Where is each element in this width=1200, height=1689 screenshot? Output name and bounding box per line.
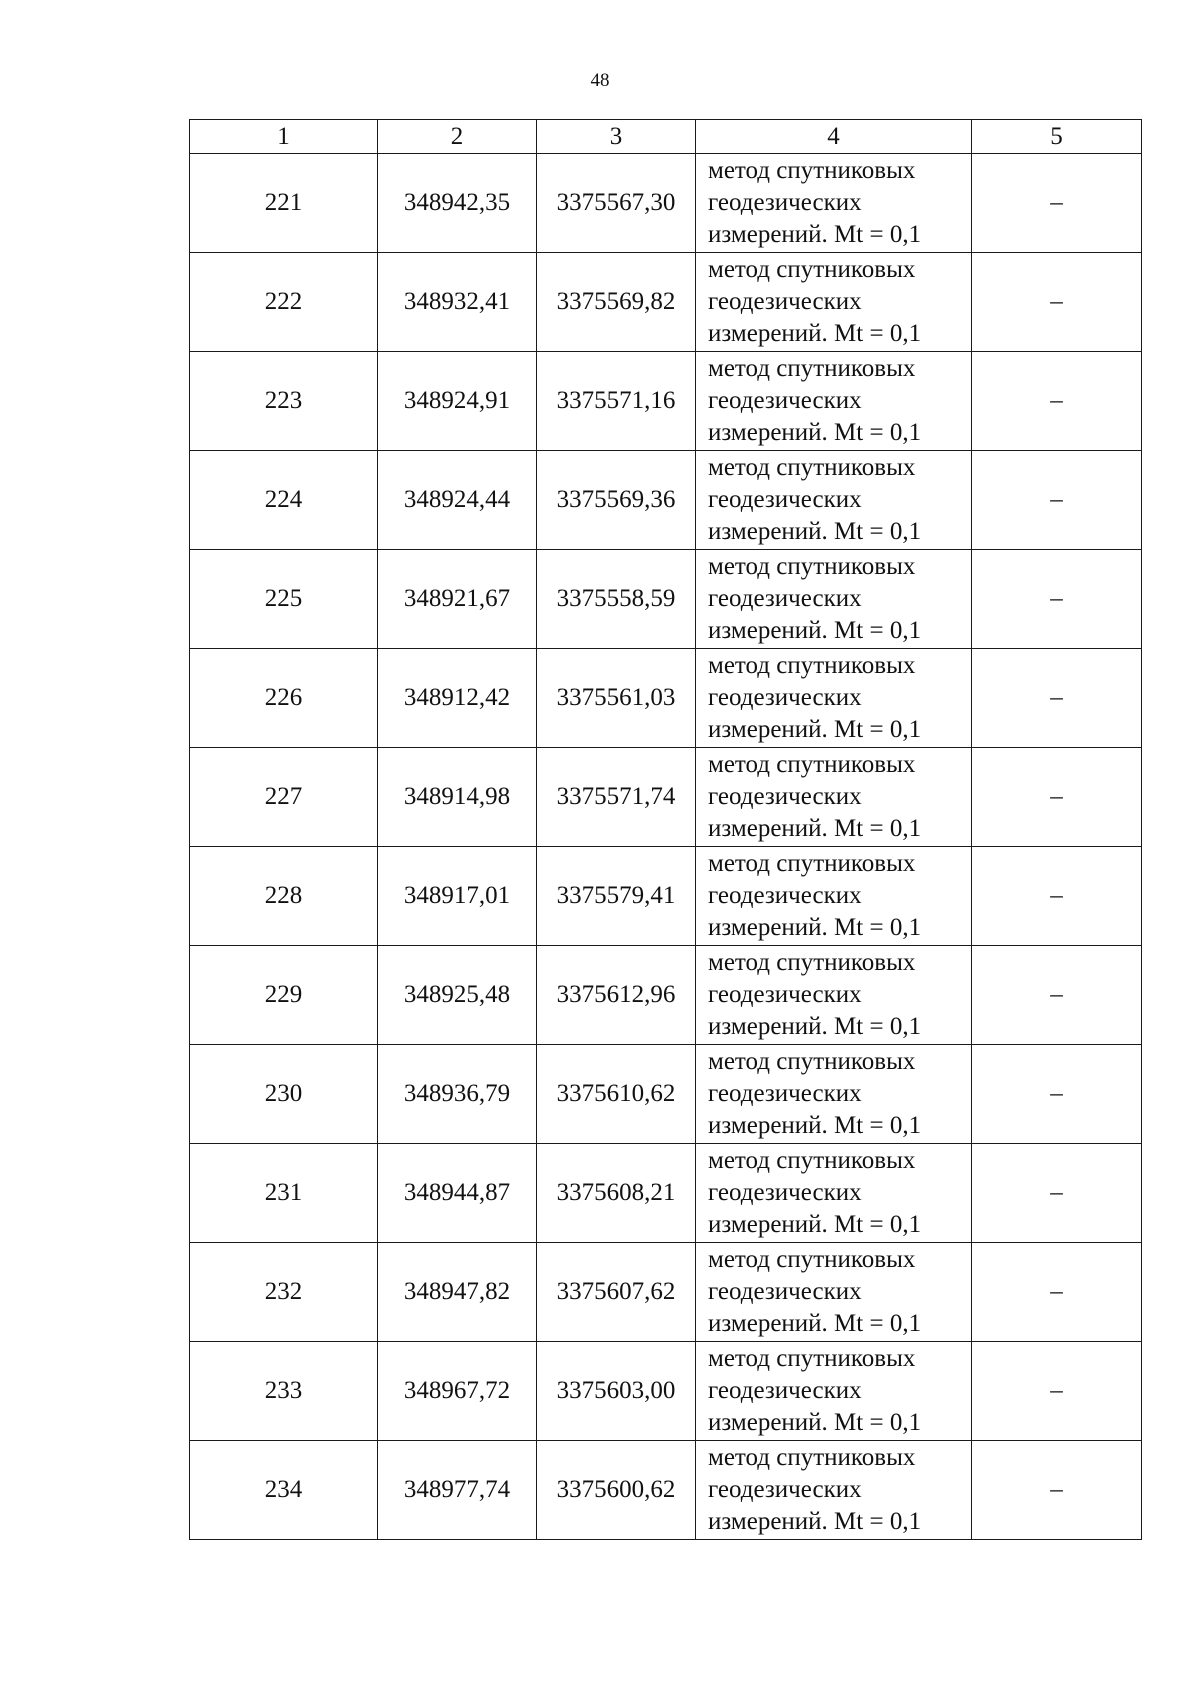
coordinate-y: 3375612,96 (537, 946, 696, 1045)
point-number: 226 (190, 649, 378, 748)
table-row (190, 352, 1142, 451)
note-cell: – (972, 352, 1142, 451)
table-row (190, 253, 1142, 352)
method-line-2: геодезических (708, 189, 862, 216)
table-row (190, 550, 1142, 649)
method-line-2: геодезических (708, 486, 862, 513)
method-line-1: метод спутниковых (708, 355, 916, 382)
method-line-2: геодезических (708, 882, 862, 909)
table-row (190, 451, 1142, 550)
method-line-3: измерений. Mt = 0,1 (708, 1310, 922, 1337)
note-cell: – (972, 649, 1142, 748)
method-line-1: метод спутниковых (708, 454, 916, 481)
coordinate-x: 348977,74 (378, 1441, 537, 1540)
point-number: 227 (190, 748, 378, 847)
coordinate-x: 348924,44 (378, 451, 537, 550)
method-line-1: метод спутниковых (708, 652, 916, 679)
method-cell (696, 1342, 972, 1441)
method-line-3: измерений. Mt = 0,1 (708, 815, 922, 842)
coordinate-y: 3375567,30 (537, 154, 696, 253)
point-number: 224 (190, 451, 378, 550)
method-line-3: измерений. Mt = 0,1 (708, 1211, 922, 1238)
note-cell: – (972, 154, 1142, 253)
column-header-4: 4 (696, 120, 972, 154)
coordinate-y: 3375558,59 (537, 550, 696, 649)
coordinate-y: 3375569,36 (537, 451, 696, 550)
method-line-2: геодезических (708, 585, 862, 612)
point-number: 230 (190, 1045, 378, 1144)
method-cell (696, 1045, 972, 1144)
coordinate-y: 3375608,21 (537, 1144, 696, 1243)
coordinate-y: 3375569,82 (537, 253, 696, 352)
table-row (190, 1342, 1142, 1441)
note-cell: – (972, 451, 1142, 550)
note-cell: – (972, 946, 1142, 1045)
coordinate-x: 348936,79 (378, 1045, 537, 1144)
coordinate-y: 3375603,00 (537, 1342, 696, 1441)
method-line-1: метод спутниковых (708, 1444, 916, 1471)
method-line-3: измерений. Mt = 0,1 (708, 320, 922, 347)
column-header-2: 2 (378, 120, 537, 154)
note-cell: – (972, 1045, 1142, 1144)
point-number: 225 (190, 550, 378, 649)
point-number: 221 (190, 154, 378, 253)
method-line-3: измерений. Mt = 0,1 (708, 617, 922, 644)
method-line-1: метод спутниковых (708, 850, 916, 877)
table-row (190, 1243, 1142, 1342)
method-line-1: метод спутниковых (708, 1147, 916, 1174)
point-number: 223 (190, 352, 378, 451)
point-number: 229 (190, 946, 378, 1045)
note-cell: – (972, 253, 1142, 352)
method-line-3: измерений. Mt = 0,1 (708, 1013, 922, 1040)
method-cell (696, 352, 972, 451)
method-cell (696, 451, 972, 550)
table-row (190, 1045, 1142, 1144)
method-line-1: метод спутниковых (708, 1048, 916, 1075)
method-line-1: метод спутниковых (708, 256, 916, 283)
point-number: 233 (190, 1342, 378, 1441)
coordinate-x: 348967,72 (378, 1342, 537, 1441)
note-cell: – (972, 1144, 1142, 1243)
coordinate-x: 348947,82 (378, 1243, 537, 1342)
method-line-3: измерений. Mt = 0,1 (708, 1112, 922, 1139)
table-row (190, 847, 1142, 946)
coordinate-x: 348917,01 (378, 847, 537, 946)
method-line-1: метод спутниковых (708, 1246, 916, 1273)
method-line-2: геодезических (708, 1476, 862, 1503)
method-line-2: геодезических (708, 1080, 862, 1107)
note-cell: – (972, 847, 1142, 946)
coordinate-y: 3375561,03 (537, 649, 696, 748)
coordinate-y: 3375571,74 (537, 748, 696, 847)
method-line-1: метод спутниковых (708, 1345, 916, 1372)
coordinate-x: 348944,87 (378, 1144, 537, 1243)
method-line-2: геодезических (708, 684, 862, 711)
coordinate-y: 3375607,62 (537, 1243, 696, 1342)
table-header-row (190, 120, 1142, 154)
method-cell (696, 748, 972, 847)
coordinate-y: 3375571,16 (537, 352, 696, 451)
method-line-1: метод спутниковых (708, 949, 916, 976)
point-number: 222 (190, 253, 378, 352)
method-cell (696, 946, 972, 1045)
table-row (190, 946, 1142, 1045)
coordinate-x: 348942,35 (378, 154, 537, 253)
method-line-2: геодезических (708, 981, 862, 1008)
method-line-3: измерений. Mt = 0,1 (708, 914, 922, 941)
method-cell (696, 253, 972, 352)
column-header-3: 3 (537, 120, 696, 154)
column-header-1: 1 (190, 120, 378, 154)
point-number: 231 (190, 1144, 378, 1243)
method-line-3: измерений. Mt = 0,1 (708, 1508, 922, 1535)
note-cell: – (972, 1342, 1142, 1441)
coordinate-x: 348921,67 (378, 550, 537, 649)
coordinate-y: 3375600,62 (537, 1441, 696, 1540)
column-header-5: 5 (972, 120, 1142, 154)
method-line-3: измерений. Mt = 0,1 (708, 518, 922, 545)
method-cell (696, 1441, 972, 1540)
point-number: 234 (190, 1441, 378, 1540)
coordinate-x: 348925,48 (378, 946, 537, 1045)
method-line-2: геодезических (708, 783, 862, 810)
note-cell: – (972, 1243, 1142, 1342)
table-row (190, 1144, 1142, 1243)
note-cell: – (972, 550, 1142, 649)
method-cell (696, 649, 972, 748)
method-line-1: метод спутниковых (708, 751, 916, 778)
table-row (190, 649, 1142, 748)
coordinates-table (189, 119, 1142, 1540)
table-row (190, 1441, 1142, 1540)
method-line-2: геодезических (708, 288, 862, 315)
coordinate-x: 348932,41 (378, 253, 537, 352)
table-row (190, 154, 1142, 253)
method-line-3: измерений. Mt = 0,1 (708, 419, 922, 446)
coordinate-x: 348924,91 (378, 352, 537, 451)
method-line-3: измерений. Mt = 0,1 (708, 716, 922, 743)
method-line-2: геодезических (708, 1278, 862, 1305)
method-line-3: измерений. Mt = 0,1 (708, 221, 922, 248)
method-cell (696, 550, 972, 649)
method-cell (696, 847, 972, 946)
method-line-1: метод спутниковых (708, 553, 916, 580)
coordinate-x: 348914,98 (378, 748, 537, 847)
method-line-1: метод спутниковых (708, 157, 916, 184)
point-number: 232 (190, 1243, 378, 1342)
point-number: 228 (190, 847, 378, 946)
method-cell (696, 1144, 972, 1243)
coordinate-x: 348912,42 (378, 649, 537, 748)
coordinate-y: 3375610,62 (537, 1045, 696, 1144)
method-line-3: измерений. Mt = 0,1 (708, 1409, 922, 1436)
method-line-2: геодезических (708, 387, 862, 414)
note-cell: – (972, 1441, 1142, 1540)
note-cell: – (972, 748, 1142, 847)
table-row (190, 748, 1142, 847)
coordinate-y: 3375579,41 (537, 847, 696, 946)
method-line-2: геодезических (708, 1179, 862, 1206)
page-number: 48 (590, 70, 610, 91)
method-line-2: геодезических (708, 1377, 862, 1404)
method-cell (696, 1243, 972, 1342)
method-cell (696, 154, 972, 253)
